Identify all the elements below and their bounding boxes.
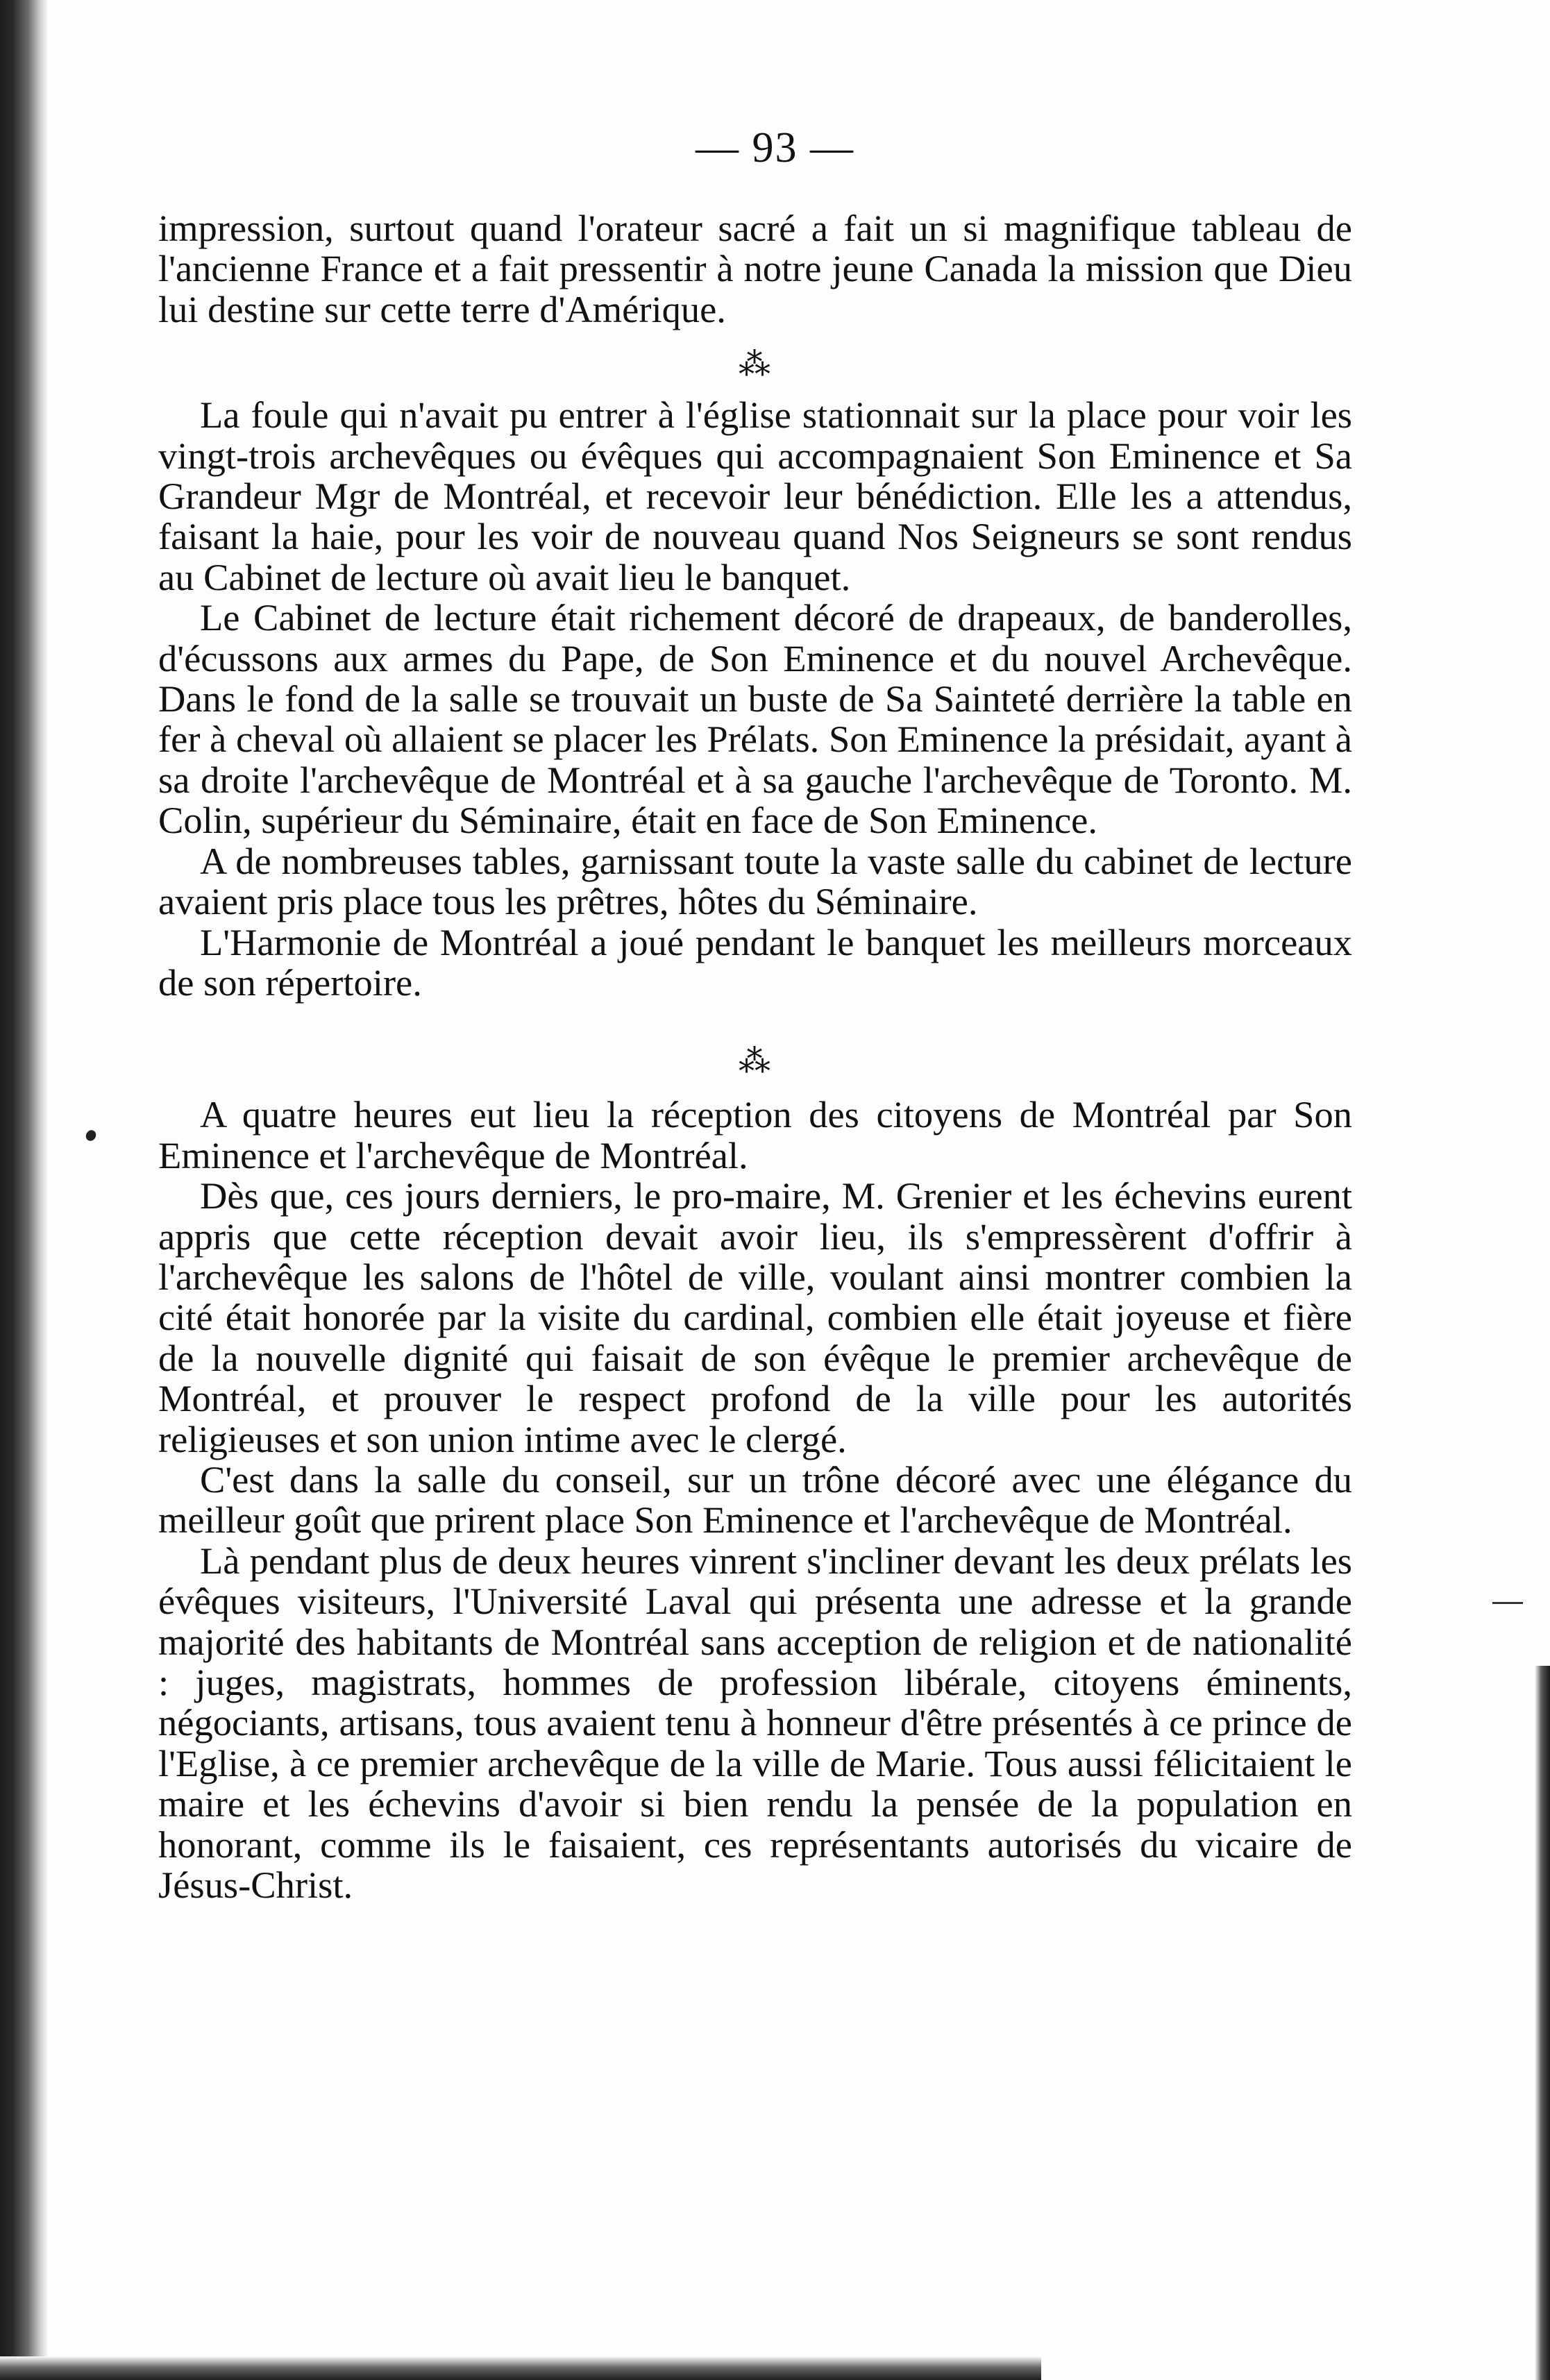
paragraph: Dès que, ces jours derniers, le pro-maire, M. Grenier et les échevins eurent appris que cette réception devait avoir lieu, ils s'empressèrent d'offrir à l'archevêque les salons de l'hôtel de ville, voulant ainsi montrer combien la cité était honorée par la visite du cardinal, combien elle était joyeuse et fière de la nouvelle dignité qui faisait de son évêque le premier archevêque de Montréal, et prouver le respect profond de la ville pour les autorités religieuses et son union intime avec le clergé. — [158, 1174, 1352, 1460]
paragraph-continuation: impression, surtout quand l'orateur sacré a fait un si magnifique tableau de l'ancienne France et a fait pressentir à notre jeune Canada la mission que Dieu lui destine sur cette terre d'Amérique. — [158, 207, 1352, 330]
section-separator: ⁂ — [739, 1043, 772, 1079]
page-number: — 93 — — [696, 124, 854, 171]
binding-shadow — [0, 0, 49, 2380]
right-edge-shadow — [1535, 1666, 1550, 2380]
paragraph: Le Cabinet de lecture était richement décoré de drapeaux, de banderolles, d'écussons aux armes du Pape, de Son Eminence et du nouvel Archevêque. Dans le fond de la salle se trouvait un buste de Sa Sainteté derrière la table en fer à cheval où allaient se placer les Prélats. Son Eminence la présidait, ayant à sa droite l'archevêque de Montréal et à sa gauche l'archevêque de Toronto. M. Colin, supérieur du Séminaire, était en face de Son Eminence. — [158, 596, 1352, 842]
body-text — [158, 208, 1352, 1905]
paragraph: L'Harmonie de Montréal a joué pendant le banquet les meilleurs morceaux de son répertoire. — [158, 920, 1352, 1004]
paragraph: La foule qui n'avait pu entrer à l'église stationnait sur la place pour voir les vingt-trois archevêques ou évêques qui accompagnaient Son Eminence et Sa Grandeur Mgr de Montréal, et recevoir leur bénédiction. Elle les a attendus, faisant la haie, pour les voir de nouveau quand Nos Seigneurs se sont rendus au Cabinet de lecture où avait lieu le banquet. — [158, 394, 1352, 598]
margin-ink-mark — [84, 1129, 98, 1143]
paragraph: A quatre heures eut lieu la réception des citoyens de Montréal par Son Eminence et l'archevêque de Montréal. — [158, 1093, 1352, 1176]
paragraph: C'est dans la salle du conseil, sur un trône décoré avec une élégance du meilleur goût que prirent place Son Eminence et l'archevêque de Montréal. — [158, 1458, 1352, 1542]
margin-dash-mark — [1492, 1602, 1523, 1604]
paragraph: Là pendant plus de deux heures vinrent s'incliner devant les deux prélats les évêques visiteurs, l'Université Laval qui présenta une adresse et la grande majorité des habitants de Montréal sans acception de religion et de nationalité : juges, magistrats, hommes de profession libérale, citoyens éminents, négociants, artisans, tous avaient tenu à honneur d'être présentés à ce prince de l'Eglise, à ce premier archevêque de la ville de Marie. Tous aussi félicitaient le maire et les échevins d'avoir si bien rendu la pensée de la population en honorant, comme ils le faisaient, ces représentants autorisés du vicaire de Jésus-Christ. — [158, 1539, 1352, 1907]
section-separator: ⁂ — [739, 346, 772, 382]
paragraph: A de nombreuses tables, garnissant toute la vaste salle du cabinet de lecture avaient pris place tous les prêtres, hôtes du Séminaire. — [158, 839, 1352, 923]
bottom-edge-shadow — [0, 2356, 1041, 2380]
